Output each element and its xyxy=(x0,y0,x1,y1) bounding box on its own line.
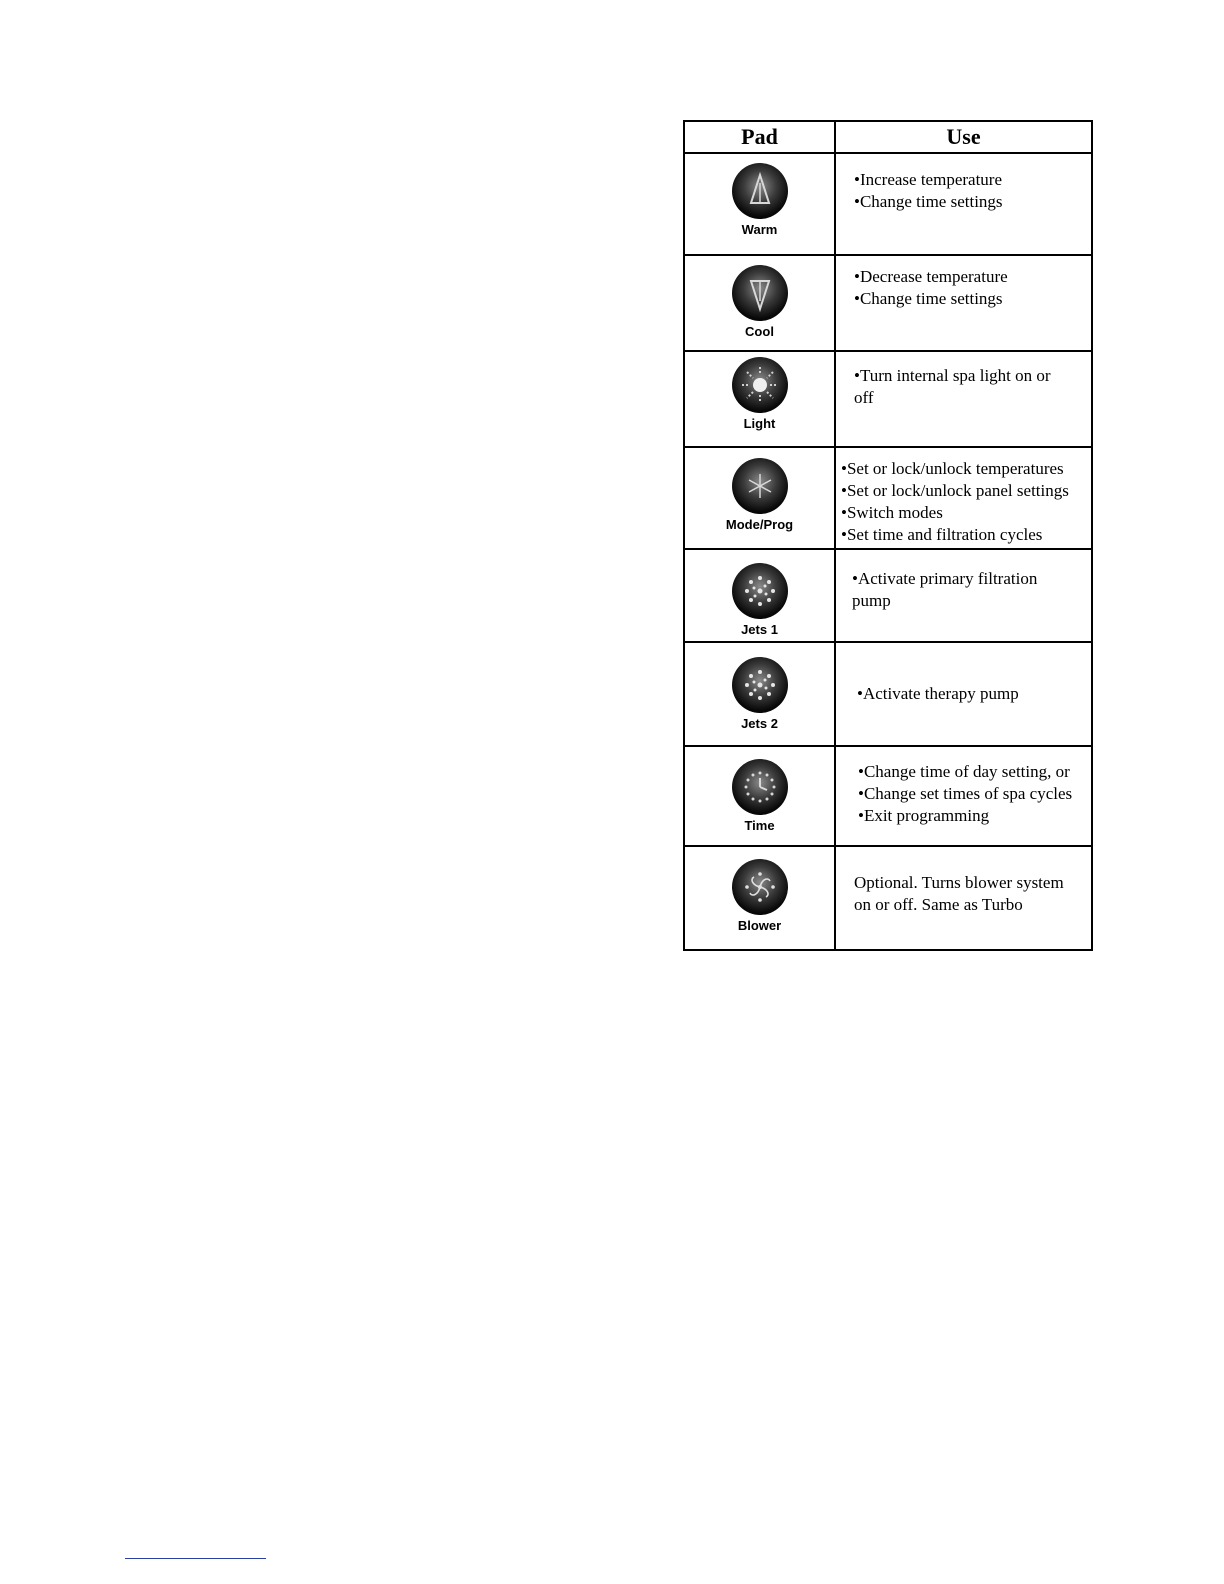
pad-cell xyxy=(684,255,835,351)
table-row xyxy=(684,153,1092,255)
blower-swirl-icon xyxy=(732,859,788,915)
table-row xyxy=(684,255,1092,351)
use-item: •Exit programming xyxy=(858,806,990,825)
table-row xyxy=(684,447,1092,549)
use-item: •Turn internal spa light on or xyxy=(854,366,1051,385)
table-row xyxy=(684,642,1092,746)
pad-label: Warm xyxy=(741,222,778,237)
pad-label: Jets 1 xyxy=(741,622,778,637)
footnote-rule xyxy=(125,1558,266,1559)
light-burst-icon xyxy=(732,357,788,413)
asterisk-icon xyxy=(732,458,788,514)
use-item: pump xyxy=(852,591,891,610)
use-item: •Change time of day setting, or xyxy=(858,762,1070,781)
time-pad-button xyxy=(732,759,788,815)
pad-cell xyxy=(684,447,835,549)
use-item: •Switch modes xyxy=(841,503,943,522)
pad-column-header: Pad xyxy=(684,121,835,153)
pad-label: Blower xyxy=(737,918,782,933)
jets-dots-icon xyxy=(732,563,788,619)
pad-label: Jets 2 xyxy=(741,716,778,731)
warm-pad-button xyxy=(732,163,788,219)
table-row xyxy=(684,746,1092,846)
jets-dots-icon xyxy=(732,657,788,713)
use-item: •Change time settings xyxy=(854,192,1003,211)
use-item: •Decrease temperature xyxy=(854,267,1008,286)
use-item: Optional. Turns blower system xyxy=(854,873,1064,892)
use-cell xyxy=(835,846,1092,950)
clock-icon xyxy=(732,759,788,815)
use-item: on or off. Same as Turbo xyxy=(854,895,1023,914)
use-item: •Set or lock/unlock temperatures xyxy=(841,459,1064,478)
use-column-header: Use xyxy=(835,121,1092,153)
use-item: •Increase temperature xyxy=(854,170,1002,189)
pad-label: Cool xyxy=(745,324,774,339)
light-pad-button xyxy=(732,357,788,413)
up-arrow-icon xyxy=(732,163,788,219)
pad-cell xyxy=(684,153,835,255)
use-cell xyxy=(835,153,1092,255)
pad-label: Time xyxy=(744,818,775,833)
down-arrow-icon xyxy=(732,265,788,321)
use-item: •Change time settings xyxy=(854,289,1003,308)
pad-cell xyxy=(684,351,835,447)
pad-cell xyxy=(684,642,835,746)
table-header-row xyxy=(684,121,1092,153)
pad-cell xyxy=(684,846,835,950)
blower-pad-button xyxy=(732,859,788,915)
pad-use-table xyxy=(683,120,1093,951)
mode-prog-pad-button xyxy=(732,458,788,514)
pad-label: Mode/Prog xyxy=(725,517,794,532)
pad-cell xyxy=(684,549,835,642)
table-row xyxy=(684,846,1092,950)
use-cell xyxy=(835,255,1092,351)
use-item: •Activate primary filtration xyxy=(852,569,1038,588)
use-item: •Set or lock/unlock panel settings xyxy=(841,481,1069,500)
pad-label: Light xyxy=(743,416,776,431)
cool-pad-button xyxy=(732,265,788,321)
use-cell xyxy=(835,549,1092,642)
use-item: •Change set times of spa cycles xyxy=(858,784,1073,803)
jets-2-pad-button xyxy=(732,657,788,713)
use-cell xyxy=(835,642,1092,746)
use-cell xyxy=(835,746,1092,846)
table-row xyxy=(684,351,1092,447)
use-item: off xyxy=(854,388,874,407)
pad-cell xyxy=(684,746,835,846)
use-cell xyxy=(835,447,1092,549)
jets-1-pad-button xyxy=(732,563,788,619)
use-item: •Set time and filtration cycles xyxy=(841,525,1043,544)
use-item: •Activate therapy pump xyxy=(857,684,1019,703)
use-cell xyxy=(835,351,1092,447)
table-row xyxy=(684,549,1092,642)
